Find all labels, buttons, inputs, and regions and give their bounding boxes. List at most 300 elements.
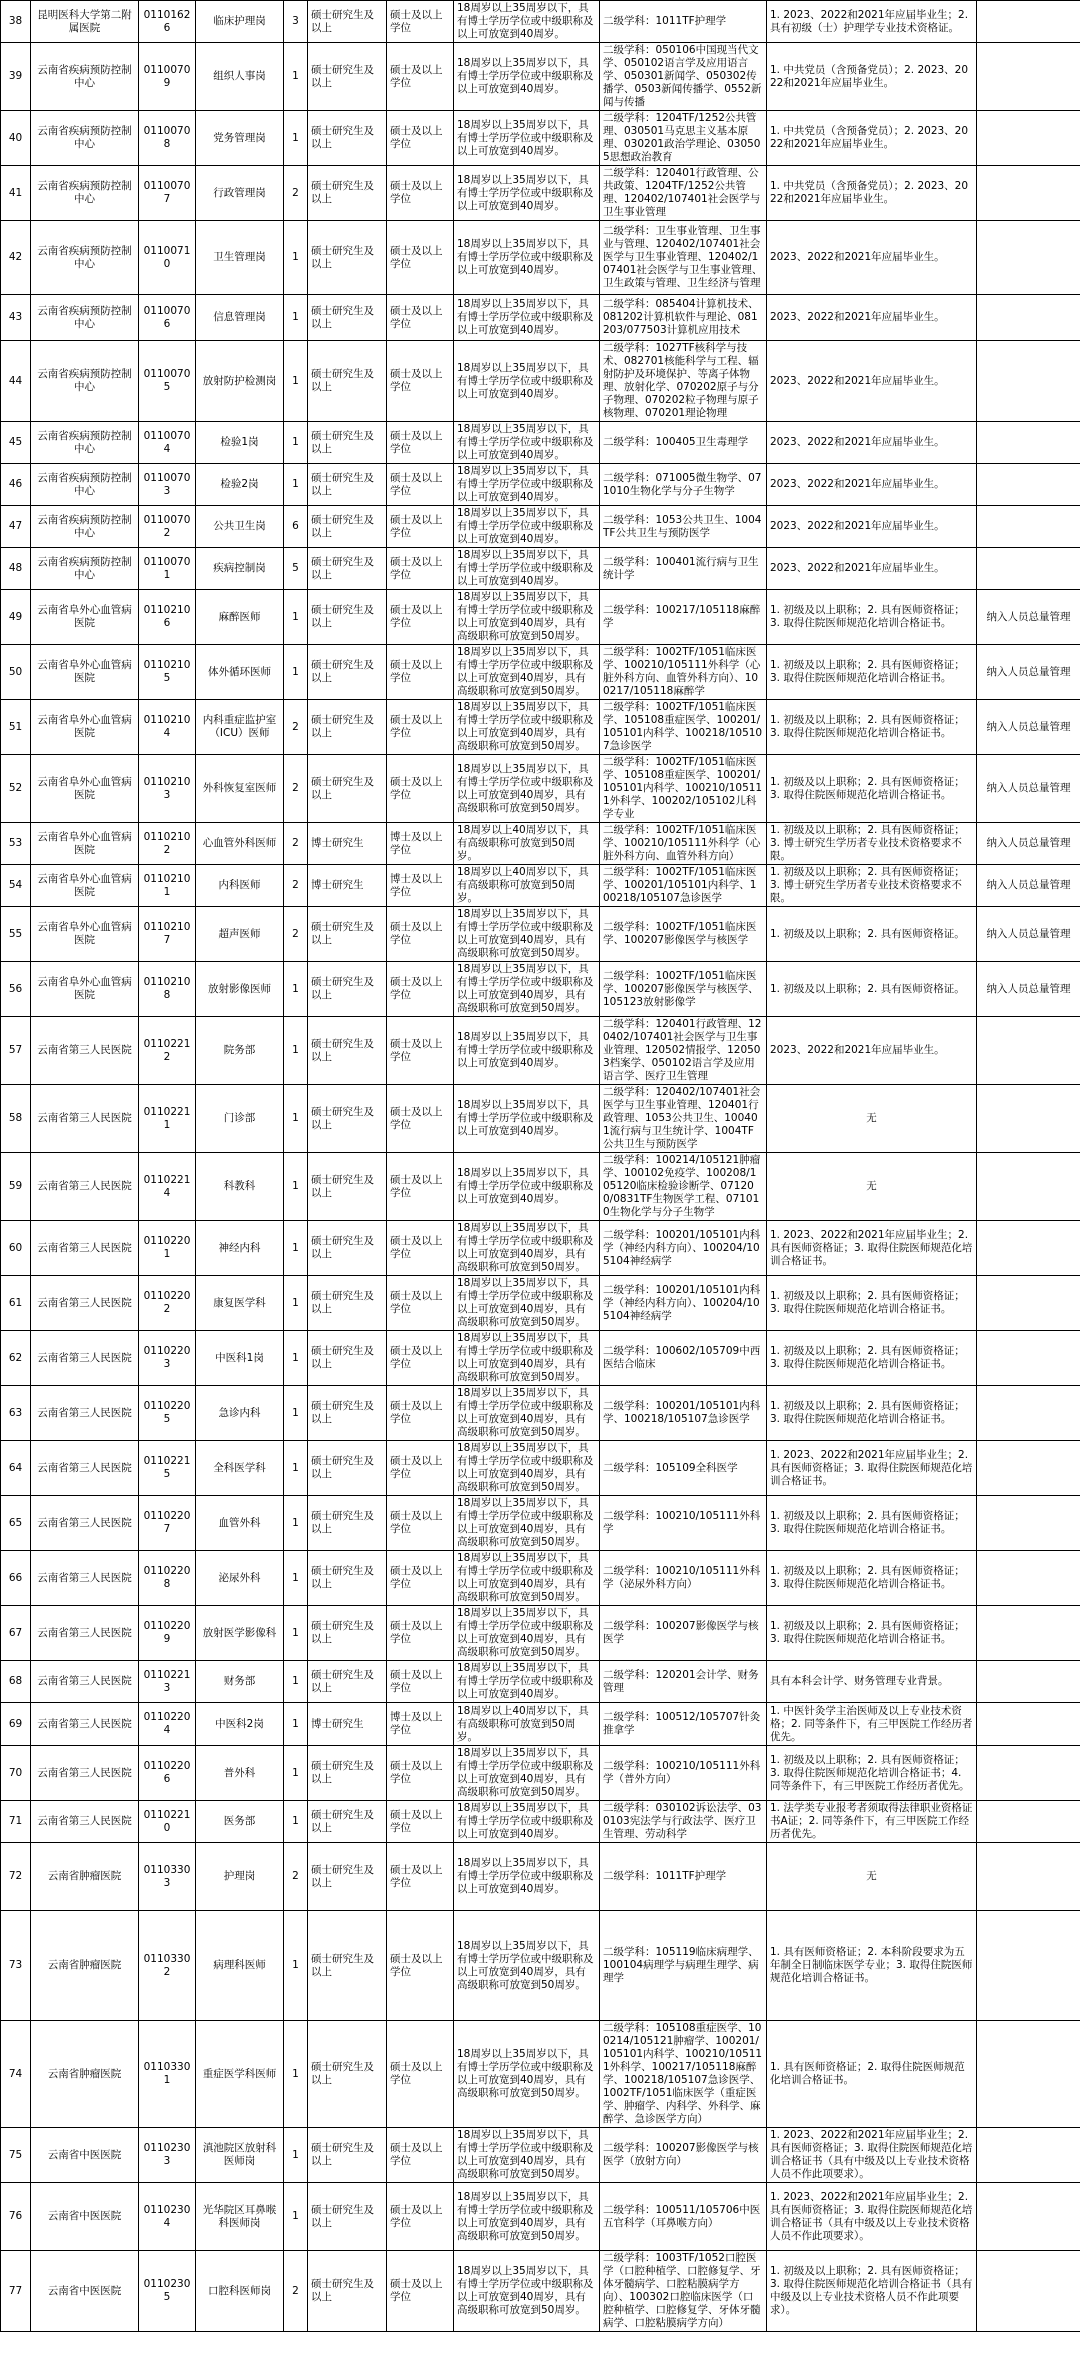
cell-recruit-count: 2 [284, 755, 308, 823]
cell-remark [977, 1496, 1080, 1551]
cell-age-requirement: 18周岁以上35周岁以下，具有博士学历学位或中级职称及以上可放宽到40周岁，具有高级职称可放宽到50周岁。 [454, 1441, 600, 1496]
cell-recruit-count: 1 [284, 221, 308, 295]
table-row [1, 823, 1080, 865]
cell-education: 硕士研究生及以上 [308, 1441, 387, 1496]
cell-post-name: 放射医学影像科 [196, 1606, 284, 1661]
cell-degree: 硕士及以上学位 [387, 1, 454, 43]
cell-serial-number: 40 [1, 111, 31, 166]
cell-serial-number: 54 [1, 865, 31, 907]
cell-employer-unit: 云南省肿瘤医院 [31, 1843, 139, 1911]
cell-degree: 硕士及以上学位 [387, 645, 454, 700]
cell-recruit-count: 1 [284, 590, 308, 645]
cell-serial-number: 62 [1, 1331, 31, 1386]
cell-recruit-count: 2 [284, 166, 308, 221]
cell-employer-unit: 云南省第三人民医院 [31, 1551, 139, 1606]
cell-recruit-count: 1 [284, 43, 308, 111]
table-row [1, 221, 1080, 295]
cell-age-requirement: 18周岁以上35周岁以下，具有博士学历学位或中级职称及以上可放宽到40周岁。 [454, 221, 600, 295]
cell-major: 二级学科：120402/107401社会医学与卫生事业管理、120401行政管理、1053公共卫生、100401流行病与卫生统计学、1004TF公共卫生与预防医学 [600, 1085, 767, 1153]
cell-recruit-count: 1 [284, 1496, 308, 1551]
cell-age-requirement: 18周岁以上35周岁以下，具有博士学历学位或中级职称及以上可放宽到40周岁，具有高级职称可放宽到50周岁。 [454, 2183, 600, 2251]
cell-education: 硕士研究生及以上 [308, 2128, 387, 2183]
cell-post-code: 01102214 [139, 1153, 196, 1221]
table-row [1, 590, 1080, 645]
cell-remark [977, 2183, 1080, 2251]
cell-post-code: 01100709 [139, 43, 196, 111]
cell-education: 硕士研究生及以上 [308, 2021, 387, 2128]
cell-post-name: 检验1岗 [196, 422, 284, 464]
cell-age-requirement: 18周岁以上35周岁以下，具有博士学历学位或中级职称及以上可放宽到40周岁。 [454, 1843, 600, 1911]
table-row [1, 295, 1080, 341]
cell-remark: 纳入人员总量管理 [977, 823, 1080, 865]
cell-remark: 纳入人员总量管理 [977, 755, 1080, 823]
cell-post-name: 内科医师 [196, 865, 284, 907]
cell-age-requirement: 18周岁以上35周岁以下，具有博士学历学位或中级职称及以上可放宽到40周岁，具有高级职称可放宽到50周岁。 [454, 1496, 600, 1551]
cell-other-requirements: 2023、2022和2021年应届毕业生。 [767, 422, 977, 464]
cell-other-requirements: 1. 法学类专业报考者须取得法律职业资格证书A证；2. 同等条件下，有三甲医院工作经历者优先。 [767, 1801, 977, 1843]
cell-employer-unit: 云南省阜外心血管病医院 [31, 755, 139, 823]
cell-major: 二级学科：100511/105706中医五官科学（耳鼻喉方向） [600, 2183, 767, 2251]
cell-serial-number: 50 [1, 645, 31, 700]
cell-employer-unit: 云南省疾病预防控制中心 [31, 548, 139, 590]
cell-education: 硕士研究生及以上 [308, 1331, 387, 1386]
cell-remark [977, 1661, 1080, 1703]
table-row [1, 865, 1080, 907]
cell-degree: 博士及以上学位 [387, 1703, 454, 1746]
cell-other-requirements: 2023、2022和2021年应届毕业生。 [767, 506, 977, 548]
cell-major: 二级学科：030102诉讼法学、030103宪法学与行政法学、医疗卫生管理、劳动科学 [600, 1801, 767, 1843]
cell-employer-unit: 云南省疾病预防控制中心 [31, 295, 139, 341]
cell-remark [977, 2128, 1080, 2183]
cell-age-requirement: 18周岁以上35周岁以下，具有博士学历学位或中级职称及以上可放宽到40周岁，具有高级职称可放宽到50周岁。 [454, 1276, 600, 1331]
cell-serial-number: 63 [1, 1386, 31, 1441]
cell-post-code: 01103303 [139, 1843, 196, 1911]
cell-post-name: 院务部 [196, 1017, 284, 1085]
cell-employer-unit: 云南省阜外心血管病医院 [31, 907, 139, 962]
table-row [1, 341, 1080, 422]
cell-remark [977, 506, 1080, 548]
cell-education: 硕士研究生及以上 [308, 2183, 387, 2251]
cell-serial-number: 67 [1, 1606, 31, 1661]
cell-education: 硕士研究生及以上 [308, 506, 387, 548]
cell-remark [977, 221, 1080, 295]
cell-degree: 硕士及以上学位 [387, 111, 454, 166]
table-row [1, 1843, 1080, 1911]
cell-other-requirements: 1. 2023、2022和2021年应届毕业生；2. 具有医师资格证；3. 取得住院医师规范化培训合格证书（具有中级及以上专业技术资格人员不作此项要求）。 [767, 2128, 977, 2183]
table-row [1, 1386, 1080, 1441]
cell-education: 硕士研究生及以上 [308, 590, 387, 645]
cell-remark [977, 1606, 1080, 1661]
cell-post-name: 血管外科 [196, 1496, 284, 1551]
cell-recruit-count: 1 [284, 1441, 308, 1496]
cell-major: 二级学科：100602/105709中西医结合临床 [600, 1331, 767, 1386]
cell-other-requirements: 1. 2023、2022和2021年应届毕业生；2. 具有医师资格证；3. 取得住院医师规范化培训合格证书。 [767, 1441, 977, 1496]
cell-recruit-count: 1 [284, 295, 308, 341]
cell-major: 二级学科：1002TF/1051临床医学、105108重症医学、100201/105101内科学、100218/105107急诊医学 [600, 700, 767, 755]
cell-post-name: 门诊部 [196, 1085, 284, 1153]
cell-major: 二级学科：105109全科医学 [600, 1441, 767, 1496]
cell-other-requirements: 1. 初级及以上职称；2. 具有医师资格证；3. 取得住院医师规范化培训合格证书。 [767, 1276, 977, 1331]
cell-recruit-count: 1 [284, 1386, 308, 1441]
table-row [1, 1331, 1080, 1386]
cell-employer-unit: 云南省第三人民医院 [31, 1221, 139, 1276]
cell-post-code: 01102305 [139, 2251, 196, 2332]
cell-other-requirements: 1. 初级及以上职称；2. 具有医师资格证。 [767, 907, 977, 962]
table-row [1, 962, 1080, 1017]
cell-serial-number: 46 [1, 464, 31, 506]
cell-education: 硕士研究生及以上 [308, 1843, 387, 1911]
cell-employer-unit: 云南省肿瘤医院 [31, 2021, 139, 2128]
cell-post-name: 体外循环医师 [196, 645, 284, 700]
cell-major: 二级学科：1002TF/1051临床医学、100201/105101内科学、100218/105107急诊医学 [600, 865, 767, 907]
cell-post-name: 神经内科 [196, 1221, 284, 1276]
cell-age-requirement: 18周岁以上35周岁以下，具有博士学历学位或中级职称及以上可放宽到40周岁。 [454, 295, 600, 341]
cell-degree: 硕士及以上学位 [387, 221, 454, 295]
cell-remark [977, 1441, 1080, 1496]
cell-remark [977, 1386, 1080, 1441]
table-row [1, 1746, 1080, 1801]
cell-other-requirements: 1. 初级及以上职称；2. 具有医师资格证；3. 取得住院医师规范化培训合格证书。 [767, 1386, 977, 1441]
cell-employer-unit: 云南省第三人民医院 [31, 1606, 139, 1661]
cell-major: 二级学科：120201会计学、财务管理 [600, 1661, 767, 1703]
cell-age-requirement: 18周岁以上35周岁以下，具有博士学历学位或中级职称及以上可放宽到40周岁。 [454, 1153, 600, 1221]
table-row [1, 464, 1080, 506]
cell-post-name: 公共卫生岗 [196, 506, 284, 548]
cell-degree: 硕士及以上学位 [387, 1911, 454, 2021]
cell-serial-number: 61 [1, 1276, 31, 1331]
cell-employer-unit: 云南省疾病预防控制中心 [31, 422, 139, 464]
cell-degree: 硕士及以上学位 [387, 962, 454, 1017]
cell-recruit-count: 1 [284, 341, 308, 422]
cell-degree: 硕士及以上学位 [387, 755, 454, 823]
cell-serial-number: 47 [1, 506, 31, 548]
cell-post-code: 01102215 [139, 1441, 196, 1496]
cell-other-requirements: 1. 初级及以上职称；2. 具有医师资格证。 [767, 962, 977, 1017]
cell-post-name: 滇池院区放射科医师岗 [196, 2128, 284, 2183]
cell-major: 二级学科：1002TF/1051临床医学、100207影像医学与核医学 [600, 907, 767, 962]
cell-education: 硕士研究生及以上 [308, 1153, 387, 1221]
cell-degree: 硕士及以上学位 [387, 1017, 454, 1085]
cell-remark [977, 1331, 1080, 1386]
cell-serial-number: 75 [1, 2128, 31, 2183]
cell-serial-number: 64 [1, 1441, 31, 1496]
cell-education: 硕士研究生及以上 [308, 422, 387, 464]
cell-age-requirement: 18周岁以上35周岁以下，具有博士学历学位或中级职称及以上可放宽到40周岁。 [454, 464, 600, 506]
table-row [1, 2128, 1080, 2183]
cell-remark [977, 1221, 1080, 1276]
cell-age-requirement: 18周岁以上35周岁以下，具有博士学历学位或中级职称及以上可放宽到40周岁，具有高级职称可放宽到50周岁。 [454, 2021, 600, 2128]
cell-degree: 硕士及以上学位 [387, 1331, 454, 1386]
cell-serial-number: 41 [1, 166, 31, 221]
table-row [1, 1551, 1080, 1606]
cell-post-name: 临床护理岗 [196, 1, 284, 43]
cell-major: 二级学科：100214/105121肿瘤学、100102免疫学、100208/105120临床检验诊断学、071200/0831TF生物医学工程、071010生物化学与分子生物学 [600, 1153, 767, 1221]
cell-degree: 硕士及以上学位 [387, 422, 454, 464]
cell-serial-number: 59 [1, 1153, 31, 1221]
cell-major: 二级学科：100201/105101内科学（神经内科方向）、100204/105104神经病学 [600, 1276, 767, 1331]
cell-post-code: 01103302 [139, 1911, 196, 2021]
cell-age-requirement: 18周岁以上35周岁以下，具有博士学历学位或中级职称及以上可放宽到40周岁，具有高级职称可放宽到50周岁。 [454, 2128, 600, 2183]
cell-serial-number: 49 [1, 590, 31, 645]
cell-post-code: 01102202 [139, 1276, 196, 1331]
cell-serial-number: 52 [1, 755, 31, 823]
cell-degree: 硕士及以上学位 [387, 2021, 454, 2128]
table-row [1, 645, 1080, 700]
cell-employer-unit: 云南省阜外心血管病医院 [31, 645, 139, 700]
cell-major: 二级学科：100512/105707针灸推拿学 [600, 1703, 767, 1746]
cell-post-name: 光华院区耳鼻喉科医师岗 [196, 2183, 284, 2251]
cell-age-requirement: 18周岁以上35周岁以下，具有博士学历学位或中级职称及以上可放宽到40周岁，具有高级职称可放宽到50周岁。 [454, 1551, 600, 1606]
cell-employer-unit: 云南省疾病预防控制中心 [31, 464, 139, 506]
cell-major: 二级学科：1011TF护理学 [600, 1, 767, 43]
cell-age-requirement: 18周岁以上35周岁以下，具有博士学历学位或中级职称及以上可放宽到40周岁，具有高级职称可放宽到50周岁。 [454, 1386, 600, 1441]
table-body [1, 1, 1080, 2332]
cell-employer-unit: 云南省中医医院 [31, 2128, 139, 2183]
cell-major: 二级学科：085404计算机技术、081202计算机软件与理论、081203/077503计算机应用技术 [600, 295, 767, 341]
cell-other-requirements: 1. 中共党员（含预备党员）；2. 2023、2022和2021年应届毕业生。 [767, 111, 977, 166]
cell-remark [977, 1746, 1080, 1801]
cell-recruit-count: 3 [284, 1, 308, 43]
cell-major: 二级学科：1002TF/1051临床医学、100207影像医学与核医学、105123放射影像学 [600, 962, 767, 1017]
cell-recruit-count: 5 [284, 548, 308, 590]
cell-recruit-count: 2 [284, 907, 308, 962]
cell-other-requirements: 无 [767, 1085, 977, 1153]
cell-major: 二级学科：100201/105101内科学、100218/105107急诊医学 [600, 1386, 767, 1441]
cell-education: 硕士研究生及以上 [308, 1085, 387, 1153]
cell-degree: 硕士及以上学位 [387, 700, 454, 755]
cell-post-code: 01102206 [139, 1746, 196, 1801]
cell-degree: 硕士及以上学位 [387, 464, 454, 506]
cell-remark [977, 1017, 1080, 1085]
cell-remark [977, 1801, 1080, 1843]
cell-other-requirements: 具有本科会计学、财务管理专业背景。 [767, 1661, 977, 1703]
cell-remark [977, 422, 1080, 464]
cell-other-requirements: 1. 2023、2022和2021年应届毕业生；2. 具有医师资格证；3. 取得住院医师规范化培训合格证书。 [767, 1221, 977, 1276]
cell-major: 二级学科：1002TF/1051临床医学、105108重症医学、100201/105101内科学、100210/105111外科学、100202/105102儿科学专业 [600, 755, 767, 823]
cell-serial-number: 72 [1, 1843, 31, 1911]
cell-degree: 硕士及以上学位 [387, 2128, 454, 2183]
cell-remark [977, 1843, 1080, 1911]
table-row [1, 1221, 1080, 1276]
cell-remark [977, 341, 1080, 422]
cell-degree: 硕士及以上学位 [387, 1661, 454, 1703]
table-row [1, 907, 1080, 962]
cell-major: 二级学科：1027TF核科学与技术、082701核能科学与工程、辐射防护及环境保护、等离子体物理、放射化学、070202原子与分子物理、070202粒子物理与原子核物理、070201理论物理 [600, 341, 767, 422]
cell-major: 二级学科：100207影像医学与核医学 [600, 1606, 767, 1661]
cell-age-requirement: 18周岁以上35周岁以下，具有博士学历学位或中级职称及以上可放宽到40周岁。 [454, 1, 600, 43]
cell-age-requirement: 18周岁以上35周岁以下，具有博士学历学位或中级职称及以上可放宽到40周岁，具有高级职称可放宽到50周岁。 [454, 1331, 600, 1386]
table-row [1, 1703, 1080, 1746]
cell-other-requirements: 1. 初级及以上职称；2. 具有医师资格证；3. 取得住院医师规范化培训合格证书。 [767, 645, 977, 700]
cell-serial-number: 77 [1, 2251, 31, 2332]
cell-serial-number: 76 [1, 2183, 31, 2251]
cell-employer-unit: 云南省第三人民医院 [31, 1496, 139, 1551]
cell-employer-unit: 云南省疾病预防控制中心 [31, 221, 139, 295]
cell-remark: 纳入人员总量管理 [977, 645, 1080, 700]
cell-serial-number: 65 [1, 1496, 31, 1551]
cell-remark [977, 43, 1080, 111]
cell-degree: 硕士及以上学位 [387, 166, 454, 221]
cell-employer-unit: 云南省疾病预防控制中心 [31, 43, 139, 111]
cell-recruit-count: 1 [284, 2021, 308, 2128]
cell-employer-unit: 云南省肿瘤医院 [31, 1911, 139, 2021]
cell-education: 硕士研究生及以上 [308, 1606, 387, 1661]
cell-post-name: 重症医学科医师 [196, 2021, 284, 2128]
cell-post-name: 麻醉医师 [196, 590, 284, 645]
cell-other-requirements: 1. 初级及以上职称；2. 具有医师资格证；3. 取得住院医师规范化培训合格证书；4. 同等条件下，有三甲医院工作经历者优先。 [767, 1746, 977, 1801]
cell-education: 硕士研究生及以上 [308, 166, 387, 221]
cell-education: 硕士研究生及以上 [308, 295, 387, 341]
cell-post-name: 心血管外科医师 [196, 823, 284, 865]
cell-age-requirement: 18周岁以上35周岁以下，具有博士学历学位或中级职称及以上可放宽到40周岁。 [454, 166, 600, 221]
cell-major: 二级学科：100210/105111外科学（泌尿外科方向） [600, 1551, 767, 1606]
cell-employer-unit: 云南省第三人民医院 [31, 1746, 139, 1801]
cell-employer-unit: 云南省疾病预防控制中心 [31, 506, 139, 548]
cell-post-name: 医务部 [196, 1801, 284, 1843]
cell-serial-number: 42 [1, 221, 31, 295]
cell-recruit-count: 2 [284, 2251, 308, 2332]
cell-major: 二级学科：1002TF/1051临床医学、100210/105111外科学（心脏外科方向、血管外科方向） [600, 823, 767, 865]
cell-education: 硕士研究生及以上 [308, 1221, 387, 1276]
cell-other-requirements: 1. 具有医师资格证；2. 本科阶段要求为五年制全日制临床医学专业；3. 取得住院医师规范化培训合格证书。 [767, 1911, 977, 2021]
cell-age-requirement: 18周岁以上40周岁以下，具有高级职称可放宽到50周岁。 [454, 865, 600, 907]
cell-post-code: 01100706 [139, 295, 196, 341]
cell-employer-unit: 云南省第三人民医院 [31, 1441, 139, 1496]
cell-age-requirement: 18周岁以上35周岁以下，具有博士学历学位或中级职称及以上可放宽到40周岁，具有高级职称可放宽到50周岁。 [454, 1221, 600, 1276]
cell-post-name: 科教科 [196, 1153, 284, 1221]
cell-post-code: 01100710 [139, 221, 196, 295]
cell-serial-number: 58 [1, 1085, 31, 1153]
cell-education: 硕士研究生及以上 [308, 962, 387, 1017]
table-row [1, 422, 1080, 464]
cell-post-code: 01103301 [139, 2021, 196, 2128]
cell-degree: 硕士及以上学位 [387, 1843, 454, 1911]
cell-recruit-count: 1 [284, 962, 308, 1017]
cell-post-name: 外科恢复室医师 [196, 755, 284, 823]
cell-remark [977, 295, 1080, 341]
cell-remark [977, 2251, 1080, 2332]
cell-other-requirements: 2023、2022和2021年应届毕业生。 [767, 341, 977, 422]
cell-employer-unit: 云南省第三人民医院 [31, 1801, 139, 1843]
cell-other-requirements: 1. 中共党员（含预备党员）；2. 2023、2022和2021年应届毕业生。 [767, 166, 977, 221]
cell-post-code: 01102107 [139, 907, 196, 962]
cell-other-requirements: 1. 初级及以上职称；2. 具有医师资格证；3. 博士研究生学历者专业技术资格要求不限。 [767, 823, 977, 865]
table-row [1, 1911, 1080, 2021]
cell-education: 博士研究生 [308, 865, 387, 907]
cell-post-name: 疾病控制岗 [196, 548, 284, 590]
cell-post-name: 口腔科医师岗 [196, 2251, 284, 2332]
cell-degree: 硕士及以上学位 [387, 1551, 454, 1606]
cell-degree: 硕士及以上学位 [387, 43, 454, 111]
cell-age-requirement: 18周岁以上35周岁以下，具有博士学历学位或中级职称及以上可放宽到40周岁。 [454, 1661, 600, 1703]
cell-age-requirement: 18周岁以上35周岁以下，具有博士学历学位或中级职称及以上可放宽到40周岁，具有高级职称可放宽到50周岁。 [454, 755, 600, 823]
cell-education: 硕士研究生及以上 [308, 1801, 387, 1843]
cell-recruit-count: 2 [284, 700, 308, 755]
cell-recruit-count: 1 [284, 2183, 308, 2251]
cell-post-name: 内科重症监护室（ICU）医师 [196, 700, 284, 755]
cell-remark [977, 1551, 1080, 1606]
table-row [1, 755, 1080, 823]
table-row [1, 1441, 1080, 1496]
cell-recruit-count: 1 [284, 1801, 308, 1843]
cell-serial-number: 39 [1, 43, 31, 111]
cell-employer-unit: 云南省阜外心血管病医院 [31, 590, 139, 645]
cell-degree: 硕士及以上学位 [387, 1496, 454, 1551]
cell-employer-unit: 云南省疾病预防控制中心 [31, 111, 139, 166]
cell-remark: 纳入人员总量管理 [977, 590, 1080, 645]
cell-recruit-count: 1 [284, 1221, 308, 1276]
cell-degree: 硕士及以上学位 [387, 506, 454, 548]
cell-age-requirement: 18周岁以上35周岁以下，具有博士学历学位或中级职称及以上可放宽到40周岁，具有高级职称可放宽到50周岁。 [454, 1911, 600, 2021]
cell-employer-unit: 云南省第三人民医院 [31, 1153, 139, 1221]
cell-age-requirement: 18周岁以上35周岁以下，具有博士学历学位或中级职称及以上可放宽到40周岁，具有高级职称可放宽到50周岁。 [454, 1746, 600, 1801]
cell-employer-unit: 云南省第三人民医院 [31, 1017, 139, 1085]
cell-remark [977, 1703, 1080, 1746]
cell-recruit-count: 2 [284, 1843, 308, 1911]
cell-post-name: 检验2岗 [196, 464, 284, 506]
table-row [1, 1801, 1080, 1843]
cell-education: 硕士研究生及以上 [308, 2251, 387, 2332]
cell-post-code: 01102304 [139, 2183, 196, 2251]
cell-post-code: 01102208 [139, 1551, 196, 1606]
cell-age-requirement: 18周岁以上35周岁以下，具有博士学历学位或中级职称及以上可放宽到40周岁。 [454, 1085, 600, 1153]
cell-education: 硕士研究生及以上 [308, 755, 387, 823]
cell-degree: 硕士及以上学位 [387, 1606, 454, 1661]
cell-post-code: 01102105 [139, 645, 196, 700]
cell-degree: 硕士及以上学位 [387, 2183, 454, 2251]
table-row [1, 1153, 1080, 1221]
cell-post-code: 01102207 [139, 1496, 196, 1551]
cell-serial-number: 66 [1, 1551, 31, 1606]
cell-degree: 硕士及以上学位 [387, 907, 454, 962]
cell-employer-unit: 云南省第三人民医院 [31, 1661, 139, 1703]
cell-education: 硕士研究生及以上 [308, 1496, 387, 1551]
cell-degree: 硕士及以上学位 [387, 590, 454, 645]
cell-post-code: 01100704 [139, 422, 196, 464]
cell-remark [977, 111, 1080, 166]
cell-major: 二级学科：100207影像医学与核医学（放射方向） [600, 2128, 767, 2183]
cell-employer-unit: 云南省中医医院 [31, 2183, 139, 2251]
cell-education: 硕士研究生及以上 [308, 1, 387, 43]
cell-post-code: 01102303 [139, 2128, 196, 2183]
cell-employer-unit: 云南省阜外心血管病医院 [31, 700, 139, 755]
cell-education: 硕士研究生及以上 [308, 548, 387, 590]
table-row [1, 1496, 1080, 1551]
cell-degree: 硕士及以上学位 [387, 1153, 454, 1221]
cell-employer-unit: 云南省阜外心血管病医院 [31, 865, 139, 907]
cell-remark [977, 1153, 1080, 1221]
cell-other-requirements: 1. 初级及以上职称；2. 具有医师资格证；3. 取得住院医师规范化培训合格证书。 [767, 755, 977, 823]
cell-post-code: 01102212 [139, 1017, 196, 1085]
cell-major: 二级学科：100405卫生毒理学 [600, 422, 767, 464]
cell-post-code: 01102108 [139, 962, 196, 1017]
cell-employer-unit: 云南省第三人民医院 [31, 1703, 139, 1746]
table-row [1, 1661, 1080, 1703]
cell-remark: 纳入人员总量管理 [977, 962, 1080, 1017]
cell-remark: 纳入人员总量管理 [977, 700, 1080, 755]
cell-major: 二级学科：卫生事业管理、卫生事业与管理、120402/107401社会医学与卫生事业管理、120402/107401社会医学与卫生事业管理、卫生政策与管理、卫生经济与管理 [600, 221, 767, 295]
cell-post-code: 01102106 [139, 590, 196, 645]
cell-education: 硕士研究生及以上 [308, 341, 387, 422]
cell-serial-number: 71 [1, 1801, 31, 1843]
cell-recruit-count: 1 [284, 111, 308, 166]
cell-post-name: 财务部 [196, 1661, 284, 1703]
cell-age-requirement: 18周岁以上35周岁以下，具有博士学历学位或中级职称及以上可放宽到40周岁，具有高级职称可放宽到50周岁。 [454, 907, 600, 962]
cell-post-name: 党务管理岗 [196, 111, 284, 166]
cell-post-name: 行政管理岗 [196, 166, 284, 221]
cell-degree: 硕士及以上学位 [387, 1801, 454, 1843]
cell-post-name: 普外科 [196, 1746, 284, 1801]
